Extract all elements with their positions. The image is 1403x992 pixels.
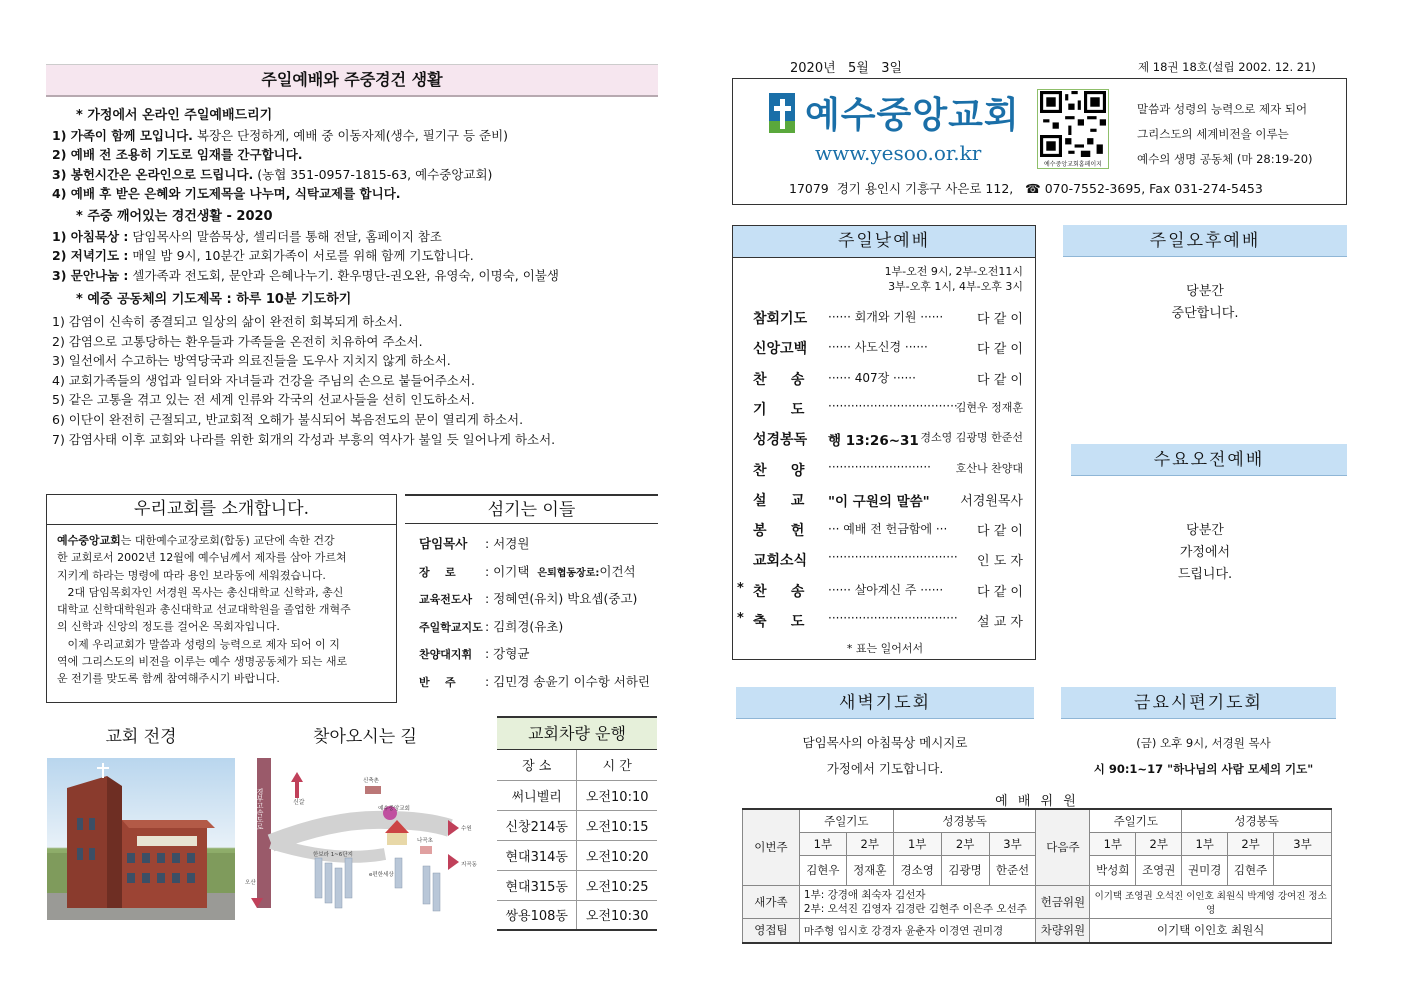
order-leader: 다 같 이 (977, 524, 1023, 540)
car-head: 시 간 (577, 750, 657, 780)
car-stop: 현대315동 (497, 870, 577, 900)
order-detail: ··························· (828, 459, 931, 474)
server-role: 담임목사 (419, 536, 468, 551)
order-of-service (733, 308, 1037, 638)
svg-text:수원: 수원 (461, 826, 472, 832)
issue: 제 18권 18호(설립 2002. 12. 21) (1138, 60, 1316, 74)
intro-text: 지키게 하라는 명령에 따라 용인 보라동에 세워졌습니다. (57, 568, 326, 582)
reading-head: 성경봉독 (893, 809, 1036, 832)
order-row (733, 611, 1033, 641)
dawn-line: 가정에서 기도합니다. (826, 761, 944, 776)
new-family-line: 2부: 오석진 김영자 김경란 김현주 이은주 오선주 (803, 902, 1027, 915)
servers-list (405, 524, 658, 695)
order-leader: 호산나 찬양대 (955, 461, 1023, 475)
part-3: 3부 (1274, 832, 1332, 855)
prayer-item: 4) 교회가족들의 생업과 일터와 자녀들과 건강을 주님의 손으로 붙들어주소서. (52, 372, 475, 388)
duty-name: 경소영 (893, 855, 941, 885)
order-leader: 다 같 이 (977, 312, 1023, 327)
wed-service-text (1063, 520, 1347, 586)
duty-name (1274, 855, 1332, 885)
intro-bold: 예수중앙교회 (57, 534, 121, 547)
part-2: 2부 (1136, 832, 1182, 855)
car-head: 장 소 (497, 750, 577, 780)
order-label: 축 도 (753, 614, 805, 630)
order-leader: 김현우 정재훈 (955, 400, 1023, 414)
intro-line (57, 618, 386, 635)
fri-line: (금) 오후 9시, 서경원 목사 (1136, 736, 1271, 750)
part-1: 1부 (799, 832, 846, 855)
item-bold: 1) 가족이 함께 모입니다. (52, 127, 193, 143)
prayer-item: 3) 일선에서 수고하는 방역당국과 의료진들을 도우사 지치지 않게 하소서. (52, 353, 451, 369)
car-time: 오전10:10 (577, 780, 657, 810)
service-time-line: 1부-오전 9시, 2부-오전11시 (884, 265, 1023, 278)
order-leader: 다 같 이 (977, 372, 1023, 388)
svg-text:경부고속도로: 경부고속도로 (256, 788, 264, 830)
friday-prayer-title: 금요시편기도회 (1061, 687, 1336, 719)
order-detail: ·································· (828, 611, 958, 625)
order-star: * (737, 580, 744, 596)
pm-line: 중단합니다. (1171, 306, 1239, 321)
left-title: 주일예배와 주중경건 생활 (46, 64, 658, 97)
order-row (733, 429, 1033, 459)
order-label: 설 교 (753, 492, 805, 509)
order-label: 찬 송 (753, 371, 805, 388)
order-leader: 설 교 자 (977, 615, 1023, 630)
svg-text:나곡초: 나곡초 (417, 838, 433, 844)
car-committee-label: 차량위원 (1036, 918, 1090, 943)
intro-line (57, 584, 386, 601)
item-bold: 2) 예배 전 조용히 기도로 임재를 간구합니다. (52, 147, 303, 163)
item-text: 담임목사의 말씀묵상, 셀리더를 통해 전달, 홈페이지 참조 (128, 228, 442, 244)
church-url[interactable]: www.yesoo.or.kr (815, 141, 982, 165)
intro-line (57, 567, 386, 584)
offering-list: 이기택 조영권 오석진 이인호 최원식 박계영 강여진 정소영 (1090, 885, 1332, 918)
wed-line: 당분간 (1186, 523, 1224, 538)
duty-table (742, 808, 1332, 944)
greet-list: 마주형 임시호 강경자 윤춘자 이경연 권미경 (799, 918, 1036, 943)
server-role: 장 로 (419, 565, 456, 579)
part-1: 1부 (1090, 832, 1136, 855)
prayer-item: 2) 감염으로 고통당하는 환우들과 가족들을 온전히 치유하여 주소서. (52, 333, 423, 349)
pm-line: 당분간 (1186, 284, 1224, 299)
car-row (497, 780, 657, 810)
sunday-service-title: 주일낮예배 (733, 226, 1035, 258)
devotion-list (52, 227, 662, 286)
prayer-list (52, 312, 662, 449)
item-bold: 3) 문안나눔 : (52, 267, 129, 283)
intro-text: 는 대한예수교장로회(합동) 교단에 속한 건강 (120, 534, 335, 547)
section-title: * 예중 공동체의 기도제목 : 하루 10분 기도하기 (76, 292, 352, 308)
car-stop: 신창214동 (497, 810, 577, 840)
car-row (497, 870, 657, 900)
part-2: 2부 (846, 832, 893, 855)
church-view-label: 교회 전경 (105, 727, 177, 747)
prayer-item: 1) 감염이 신속히 종결되고 일상의 삶이 완전히 회복되게 하소서. (52, 313, 403, 329)
intro-line (57, 601, 386, 618)
wed-service-title: 수요오전예배 (1071, 444, 1347, 476)
part-1: 1부 (1182, 832, 1228, 855)
devotion-item (52, 246, 662, 266)
car-schedule-title: 교회차량 운행 (497, 716, 657, 750)
server-row (419, 613, 658, 641)
motto-line: 그리스도의 세계비전을 이루는 (1137, 127, 1289, 141)
dawn-line: 담임목사의 아침묵상 메시지로 (802, 735, 968, 750)
order-detail: "이 구원의 말씀" (828, 493, 930, 510)
server-name: : 이기택 (485, 563, 530, 579)
item-bold: 1) 아침묵상 : (52, 228, 129, 244)
church-photo (47, 758, 235, 920)
motto (1137, 97, 1313, 172)
devotion-item (52, 227, 662, 247)
prayer-head: 주일기도 (1090, 809, 1182, 832)
car-time: 오전10:25 (577, 870, 657, 900)
devotion-item (52, 266, 662, 286)
svg-text:지곡동: 지곡동 (461, 862, 477, 868)
pm-service-title: 주일오후예배 (1063, 225, 1347, 257)
intro-text: 한 교회로서 2002년 12월에 예수님께서 제자를 삼아 가르쳐 (57, 551, 347, 565)
server-name: : 정혜연(유치) 박요셉(중고) (485, 591, 638, 606)
dawn-prayer-title: 새벽기도회 (736, 687, 1034, 719)
server-row (419, 558, 658, 586)
servers-box (405, 494, 658, 696)
item-bold: 3) 봉헌시간은 온라인으로 드립니다. (52, 166, 254, 182)
duty-name: 김현우 (799, 855, 846, 885)
item-bold: 2) 저녁기도 : (52, 248, 129, 264)
cross-logo-icon (769, 93, 795, 133)
order-row (733, 581, 1033, 611)
svg-text:한보라 1~6단지: 한보라 1~6단지 (313, 852, 353, 858)
motto-line: 말씀과 성령의 능력으로 제자 되어 (1137, 102, 1308, 116)
prayer-item: 7) 감염사태 이후 교회와 나라를 위한 회개의 각성과 부흥의 역사가 불일 듯 일어나게 하소서. (52, 431, 556, 447)
wed-line: 드립니다. (1177, 567, 1233, 582)
item-text: 매일 밤 9시, 10분간 교회가족이 서로를 위해 함께 기도합니다. (128, 248, 474, 264)
motto-line: 예수의 생명 공동체 (마 28:19-20) (1137, 152, 1313, 166)
online-item (52, 184, 662, 204)
server-row (419, 530, 658, 558)
order-label: 신앙고백 (753, 341, 808, 358)
prayer-item: 5) 같은 고통을 겪고 있는 전 세계 인류와 각국의 선교사들을 선히 인도하소서. (52, 392, 475, 408)
offering-label: 헌금위원 (1036, 885, 1090, 918)
car-row (497, 840, 657, 870)
qr-label: 예수중앙교회홈페이지 (1044, 161, 1102, 168)
car-committee-list: 이기택 이인호 최원식 (1090, 918, 1332, 943)
order-detail: ······ 사도신경 ······ (828, 340, 928, 355)
order-label: 참회기도 (753, 311, 808, 327)
directions-map (245, 758, 490, 920)
intro-text: 운 전기를 맞도록 함께 참여해주시기 바랍니다. (57, 672, 280, 686)
part-3: 3부 (989, 832, 1036, 855)
server-role: 반 주 (419, 675, 456, 689)
order-row (733, 369, 1033, 399)
online-item (52, 145, 662, 165)
item-text: 복장은 단정하게, 예배 중 이동자제(생수, 필기구 등 준비) (192, 127, 509, 143)
intro-line (57, 670, 386, 687)
order-star: * (737, 611, 744, 626)
this-week-label: 이번주 (743, 809, 800, 885)
order-detail: ······ 407장 ······ (828, 370, 916, 385)
order-label: 찬 양 (753, 462, 805, 479)
prayer-item: 6) 이단이 완전히 근절되고, 반교회적 오해가 불식되어 복음전도의 문이 열리게 하소서. (52, 411, 524, 427)
intro-box (46, 494, 397, 703)
next-week-label: 다음주 (1036, 809, 1090, 885)
order-leader: 인 도 자 (977, 554, 1023, 570)
intro-text (47, 525, 396, 688)
fri-line: 시 90:1~17 "하나님의 사람 모세의 기도" (1093, 762, 1314, 776)
order-detail: ··· 예배 전 헌금함에 ··· (828, 522, 948, 537)
part-1: 1부 (893, 832, 941, 855)
dawn-prayer-text (736, 730, 1034, 782)
order-detail: ······ 회개와 기원 ······ (828, 310, 944, 324)
svg-text:신갈: 신갈 (293, 799, 305, 806)
car-schedule (497, 716, 657, 931)
intro-line (57, 636, 386, 653)
intro-text: 의 신학과 신앙의 정도를 걸어온 목회자입니다. (57, 620, 280, 634)
new-family-line: 1부: 강경애 최숙자 김선자 (803, 888, 926, 901)
masthead (732, 78, 1347, 205)
order-row (733, 399, 1033, 429)
service-times (885, 264, 1023, 294)
order-leader: 다 같 이 (977, 342, 1023, 358)
part-2: 2부 (941, 832, 989, 855)
car-time: 오전10:20 (577, 840, 657, 870)
order-label: 성경봉독 (753, 432, 808, 449)
svg-text:e편한세상: e편한세상 (369, 872, 394, 878)
order-label: 기 도 (753, 401, 805, 418)
section-title: * 주중 깨어있는 경건생활 - 2020 (76, 208, 273, 224)
intro-text: 대학교 신학대학원과 총신대학교 선교대학원을 졸업한 개혁주 (57, 603, 351, 617)
order-leader: 경소영 김광명 한준선 (920, 431, 1023, 445)
server-role: 찬양대지휘 (419, 648, 473, 661)
car-time: 오전10:15 (577, 810, 657, 840)
item-text: 셀가족과 전도회, 문안과 은혜나누기. 환우명단-권오완, 유영숙, 이명숙, 이불생 (128, 267, 559, 283)
car-schedule-table (497, 750, 657, 931)
greet-label: 영접팀 (743, 918, 800, 943)
order-detail: ·································· (828, 550, 958, 565)
order-row (733, 338, 1033, 368)
intro-text: 이제 우리교회가 말씀과 성령의 능력으로 제자 되어 이 지 (57, 637, 340, 651)
server-name: : 강형균 (485, 646, 530, 661)
order-label: 봉 헌 (753, 523, 805, 540)
pm-service-text (1063, 281, 1347, 325)
server-role: 교육전도사 (419, 593, 473, 606)
prayer-head: 주일기도 (799, 809, 893, 832)
car-row (497, 900, 657, 930)
order-row (733, 308, 1033, 338)
online-worship-list (52, 126, 662, 204)
car-head-row (497, 750, 657, 780)
duty-name: 박성희 (1090, 855, 1136, 885)
duty-name: 정재훈 (846, 855, 893, 885)
date: 2020년 5월 3일 (790, 61, 903, 76)
server-name: 이건석 (599, 563, 636, 579)
intro-title: 우리교회를 소개합니다. (47, 495, 396, 525)
intro-text: 역에 그리스도의 비전을 이루는 예수 생명공동체가 되는 새로 (57, 655, 348, 669)
online-item (52, 126, 662, 146)
order-detail: ·································· (828, 398, 958, 413)
server-row (419, 668, 658, 696)
server-role: 은퇴협동장로: (537, 567, 600, 579)
intro-text: 2대 담임목회자인 서경원 목사는 총신대학교 신학과, 총신 (57, 585, 344, 599)
intro-line (57, 532, 386, 549)
section-online-worship (52, 106, 662, 449)
address: 17079 경기 용인시 기흥구 사은로 112, ☎ 070-7552-3695, Fax 031-274-5453 (789, 181, 1263, 196)
duty-name: 김현주 (1228, 855, 1274, 885)
order-label: 찬 송 (753, 583, 805, 600)
online-item (52, 165, 662, 185)
order-row (733, 460, 1033, 490)
service-time-line: 3부-오후 1시, 4부-오후 3시 (888, 280, 1023, 293)
server-name: : 김민경 송윤기 이수항 서하린 (485, 673, 651, 689)
order-row (733, 520, 1033, 550)
svg-text:오산: 오산 (245, 880, 256, 886)
new-family-label: 새가족 (743, 885, 800, 918)
duty-name: 권미경 (1182, 855, 1228, 885)
car-time: 오전10:30 (577, 900, 657, 930)
server-name: : 김희경(유초) (485, 618, 564, 634)
church-name: 예수중앙교회 (805, 95, 1020, 136)
duty-name: 한준선 (989, 855, 1036, 885)
friday-prayer-text (1061, 730, 1346, 782)
server-role: 주일학교지도 (419, 620, 483, 634)
order-detail: 행 13:26~31 (828, 433, 919, 450)
car-stop: 쌍용108동 (497, 900, 577, 930)
order-row (733, 550, 1033, 580)
qr-code[interactable] (1037, 89, 1109, 169)
servers-title: 섬기는 이들 (405, 494, 658, 524)
directions-label: 찾아오시는 길 (313, 727, 417, 747)
reading-head: 성경봉독 (1182, 809, 1332, 832)
duty-name: 김광명 (941, 855, 989, 885)
server-row (419, 640, 658, 668)
item-text: (농협 351-0957-1815-63, 예수중앙교회) (253, 166, 493, 182)
order-detail: ······ 살아계신 주 ······ (828, 582, 944, 597)
intro-line (57, 549, 386, 566)
duty-name: 조영권 (1136, 855, 1182, 885)
wed-line: 가정에서 (1179, 545, 1231, 560)
car-stop: 현대314동 (497, 840, 577, 870)
order-label: 교회소식 (753, 553, 808, 570)
car-stop: 써니벨리 (497, 780, 577, 810)
svg-text:신축촌: 신축촌 (363, 778, 379, 784)
server-name: : 서경원 (485, 536, 530, 551)
section-title: * 가정에서 온라인 주일예배드리기 (76, 108, 273, 123)
item-bold: 4) 예배 후 받은 은혜와 기도제목을 나누며, 식탁교제를 합니다. (52, 186, 401, 202)
server-row (419, 585, 658, 613)
duty-title: 예 배 위 원 (995, 794, 1079, 809)
stand-note: * 표는 일어서서 (846, 642, 924, 655)
sunday-service-box (732, 225, 1036, 660)
order-leader: 서경원목사 (960, 493, 1023, 509)
order-leader: 다 같 이 (977, 584, 1023, 600)
order-row (733, 490, 1033, 520)
new-family-list (799, 885, 1036, 918)
part-2: 2부 (1228, 832, 1274, 855)
svg-text:예수중앙교회: 예수중앙교회 (378, 806, 410, 812)
intro-line (57, 653, 386, 670)
car-row (497, 810, 657, 840)
